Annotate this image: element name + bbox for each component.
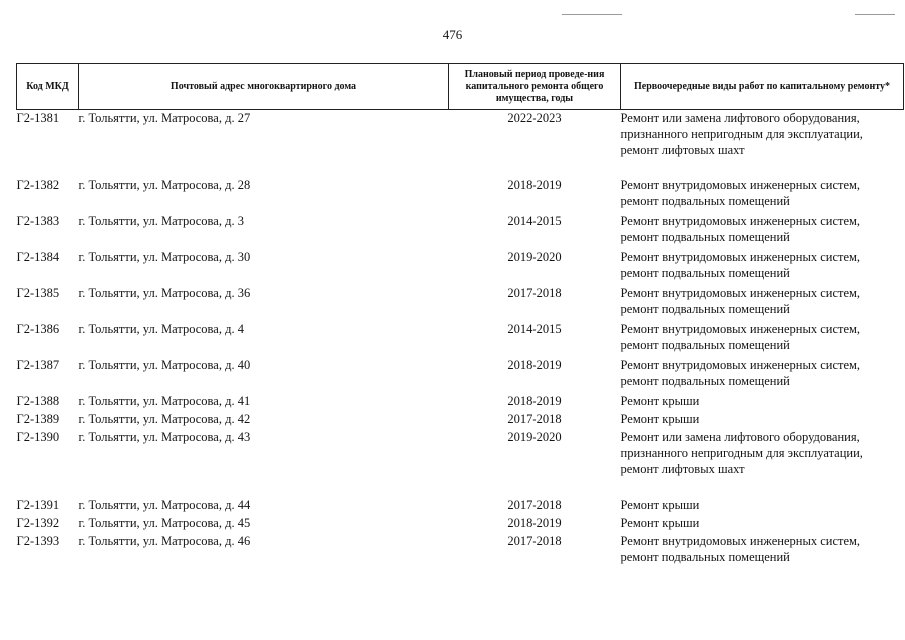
works-line: Ремонт крыши <box>620 394 700 408</box>
table-row <box>17 110 904 178</box>
code-cell: Г2-1383 <box>16 214 60 228</box>
period-cell: 2014-2015 <box>507 322 562 336</box>
table-row <box>17 515 904 533</box>
period-cell: 2019-2020 <box>507 430 562 444</box>
works-line: Ремонт внутридомовых инженерных систем, <box>620 178 861 192</box>
works-cell <box>621 321 904 357</box>
scan-artifact-line <box>562 14 622 15</box>
table-row <box>17 249 904 285</box>
code-cell: Г2-1382 <box>16 178 60 192</box>
address-cell: г. Тольятти, ул. Матросова, д. 44 <box>78 498 251 512</box>
table-body <box>17 110 904 570</box>
works-line: Ремонт внутридомовых инженерных систем, <box>620 250 861 264</box>
works-line: Ремонт крыши <box>620 498 700 512</box>
table-row <box>17 213 904 249</box>
works-cell <box>621 110 904 178</box>
address-cell: г. Тольятти, ул. Матросова, д. 27 <box>78 111 251 125</box>
address-cell: г. Тольятти, ул. Матросова, д. 30 <box>78 250 251 264</box>
works-cell <box>621 429 904 497</box>
period-cell: 2014-2015 <box>507 214 562 228</box>
scan-artifact-line <box>855 14 895 15</box>
works-line: признанного непригодным для эксплуатации, <box>620 446 863 460</box>
address-cell: г. Тольятти, ул. Матросова, д. 41 <box>78 394 251 408</box>
address-cell: г. Тольятти, ул. Матросова, д. 36 <box>78 286 251 300</box>
works-cell <box>621 533 904 569</box>
works-line: Ремонт крыши <box>620 516 700 530</box>
works-cell <box>621 213 904 249</box>
table-row <box>17 497 904 515</box>
code-cell: Г2-1386 <box>16 322 60 336</box>
address-cell: г. Тольятти, ул. Матросова, д. 45 <box>78 516 251 530</box>
table-row <box>17 429 904 497</box>
code-cell: Г2-1389 <box>16 412 60 426</box>
works-line: Ремонт внутридомовых инженерных систем, <box>620 358 861 372</box>
works-line: Ремонт или замена лифтового оборудования, <box>620 111 860 125</box>
address-cell: г. Тольятти, ул. Матросова, д. 46 <box>78 534 251 548</box>
header-code: Код МКД <box>17 64 79 110</box>
works-line: ремонт подвальных помещений <box>620 230 790 244</box>
works-cell <box>621 357 904 393</box>
code-cell: Г2-1384 <box>16 250 60 264</box>
period-cell: 2018-2019 <box>507 516 562 530</box>
works-cell <box>621 285 904 321</box>
works-line: Ремонт внутридомовых инженерных систем, <box>620 534 861 548</box>
header-address: Почтовый адрес многоквартирного дома <box>79 64 449 110</box>
code-cell: Г2-1391 <box>16 498 60 512</box>
address-cell: г. Тольятти, ул. Матросова, д. 3 <box>78 214 244 228</box>
works-line: Ремонт или замена лифтового оборудования, <box>620 430 860 444</box>
works-line: Ремонт внутридомовых инженерных систем, <box>620 322 861 336</box>
capital-repair-table <box>16 63 904 569</box>
works-cell <box>621 393 904 411</box>
period-cell: 2018-2019 <box>507 178 562 192</box>
period-cell: 2017-2018 <box>507 534 562 548</box>
code-cell: Г2-1388 <box>16 394 60 408</box>
works-cell <box>621 249 904 285</box>
table-row <box>17 357 904 393</box>
address-cell: г. Тольятти, ул. Матросова, д. 40 <box>78 358 251 372</box>
table-row <box>17 321 904 357</box>
works-cell <box>621 497 904 515</box>
period-cell: 2017-2018 <box>507 412 562 426</box>
period-cell: 2017-2018 <box>507 498 562 512</box>
period-cell: 2018-2019 <box>507 394 562 408</box>
address-cell: г. Тольятти, ул. Матросова, д. 4 <box>78 322 244 336</box>
period-cell: 2018-2019 <box>507 358 562 372</box>
table-header-row <box>17 64 904 110</box>
header-period: Плановый период проведе-ния капитального ремонта общего имущества, годы <box>449 64 621 110</box>
works-line: ремонт подвальных помещений <box>620 302 790 316</box>
works-line: ремонт подвальных помещений <box>620 338 790 352</box>
works-line: ремонт подвальных помещений <box>620 194 790 208</box>
address-cell: г. Тольятти, ул. Матросова, д. 43 <box>78 430 251 444</box>
period-cell: 2019-2020 <box>507 250 562 264</box>
code-cell: Г2-1392 <box>16 516 60 530</box>
works-line: ремонт подвальных помещений <box>620 374 790 388</box>
code-cell: Г2-1381 <box>16 111 60 125</box>
works-line: Ремонт крыши <box>620 412 700 426</box>
period-cell: 2017-2018 <box>507 286 562 300</box>
works-cell <box>621 411 904 429</box>
works-line: ремонт лифтовых шахт <box>620 462 745 476</box>
address-cell: г. Тольятти, ул. Матросова, д. 28 <box>78 178 251 192</box>
works-line: признанного непригодным для эксплуатации, <box>620 127 863 141</box>
period-cell: 2022-2023 <box>507 111 562 125</box>
works-cell <box>621 177 904 213</box>
code-cell: Г2-1390 <box>16 430 60 444</box>
works-line: Ремонт внутридомовых инженерных систем, <box>620 214 861 228</box>
table-row <box>17 411 904 429</box>
page-number: 476 <box>442 27 463 42</box>
works-line: ремонт подвальных помещений <box>620 550 790 564</box>
code-cell: Г2-1393 <box>16 534 60 548</box>
table-row <box>17 285 904 321</box>
table-row <box>17 177 904 213</box>
works-cell <box>621 515 904 533</box>
works-line: Ремонт внутридомовых инженерных систем, <box>620 286 861 300</box>
works-line: ремонт подвальных помещений <box>620 266 790 280</box>
code-cell: Г2-1385 <box>16 286 60 300</box>
table-row <box>17 393 904 411</box>
address-cell: г. Тольятти, ул. Матросова, д. 42 <box>78 412 251 426</box>
code-cell: Г2-1387 <box>16 358 60 372</box>
table-row <box>17 533 904 569</box>
header-works: Первоочередные виды работ по капитальному ремонту* <box>621 64 904 110</box>
works-line: ремонт лифтовых шахт <box>620 143 745 157</box>
